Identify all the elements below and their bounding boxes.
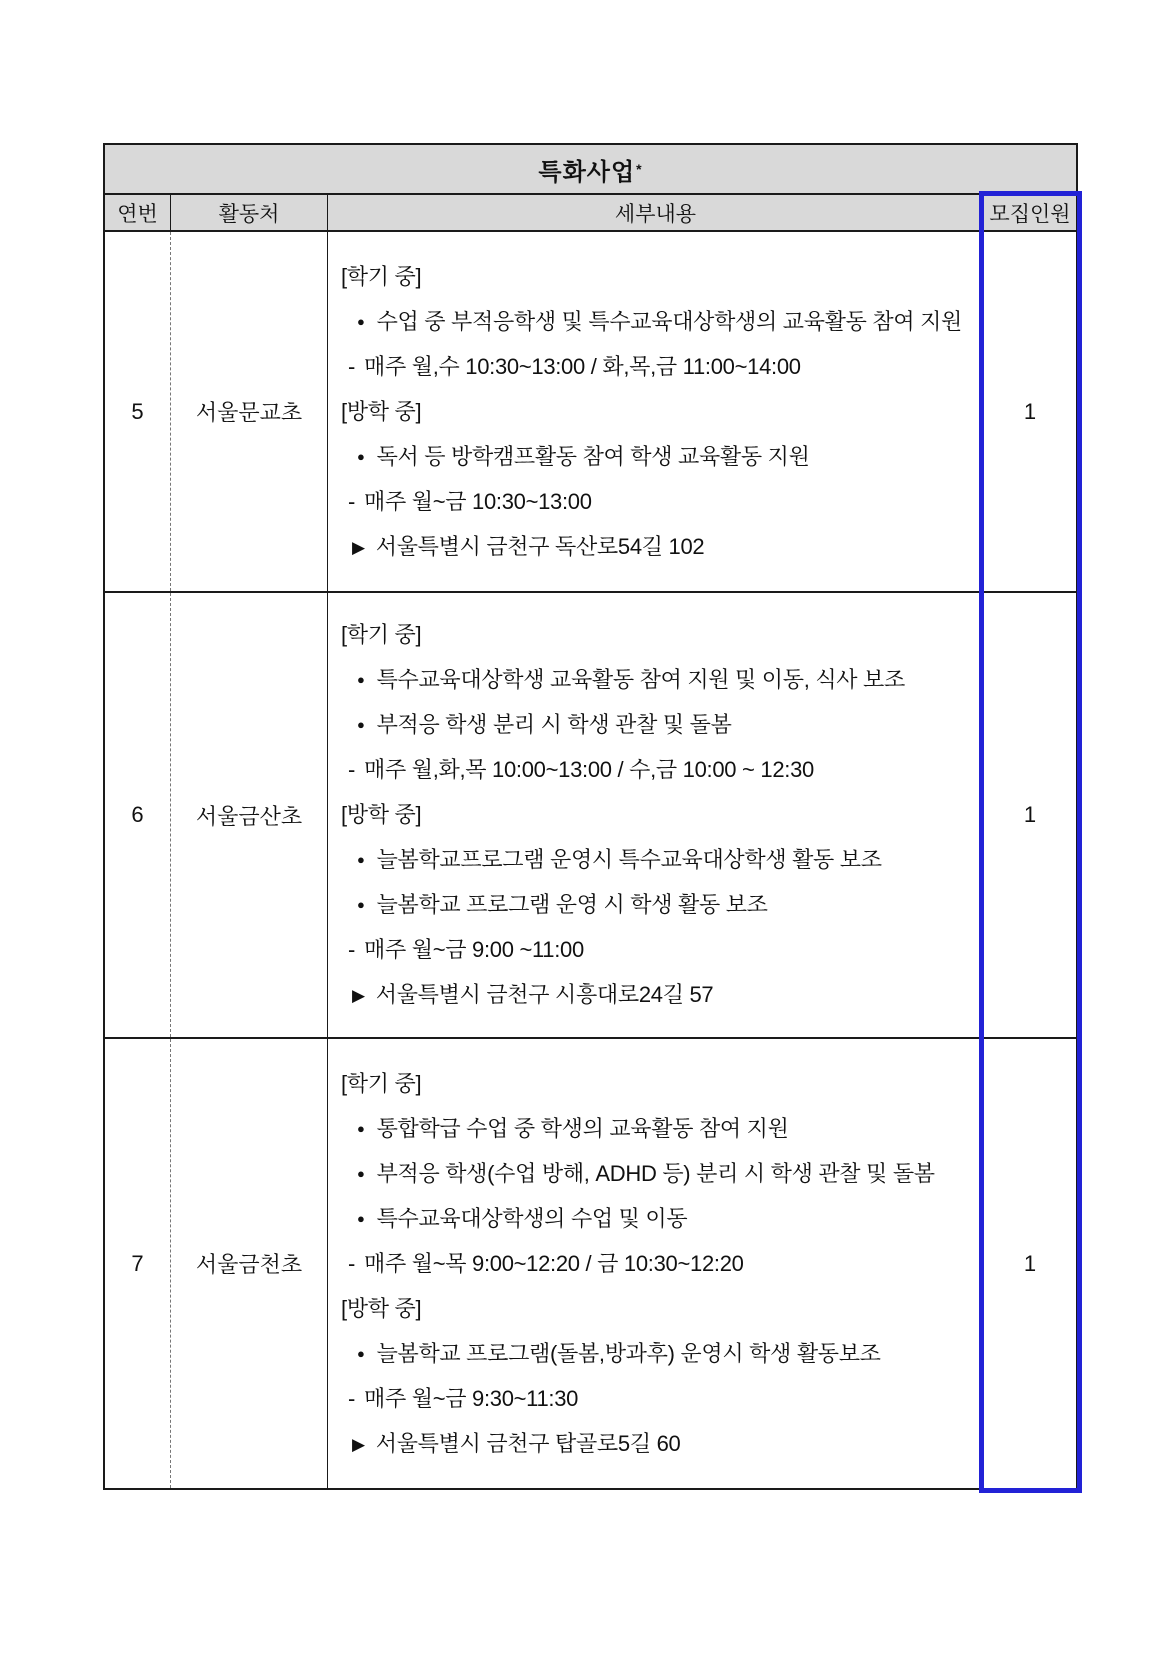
row-number: 6 [131, 802, 144, 827]
detail-line-section [341, 254, 979, 299]
detail-line-bullet [341, 702, 979, 747]
bullet-icon: ● [357, 313, 365, 329]
detail-line-dash [341, 479, 979, 524]
detail-line-dash [341, 927, 979, 972]
detail-text: 특수교육대상학생의 수업 및 이동 [376, 1205, 688, 1231]
detail-line-bullet [341, 434, 979, 479]
activity-place: 서울금천초 [170, 1039, 327, 1488]
title-asterisk: * [636, 161, 643, 177]
bullet-icon: ● [357, 717, 365, 732]
detail-line-bullet [341, 1196, 979, 1241]
dash-marker: - [348, 757, 356, 782]
detail-text: 늘봄학교프로그램 운영시 특수교육대상학생 활동 보조 [376, 847, 882, 872]
arrow-icon: ▶ [352, 1434, 365, 1454]
detail-text: 매주 월,화,목 10:00~13:00 / 수,금 10:00 ~ 12:30 [364, 757, 814, 782]
detail-text: [방학 중] [341, 802, 422, 827]
dash-marker: - [348, 488, 356, 514]
detail-text: 매주 월~금 9:30~11:30 [364, 1385, 579, 1411]
table-title-text: 특화사업 [538, 158, 636, 186]
header-no: 연번 [117, 202, 158, 226]
detail-text: 부적응 학생(수업 방해, ADHD 등) 분리 시 학생 관찰 및 돌봄 [376, 1160, 935, 1186]
table-row [105, 232, 1076, 593]
detail-text: 특수교육대상학생 교육활동 참여 지원 및 이동, 식사 보조 [376, 667, 905, 692]
detail-line-bullet [341, 299, 979, 344]
detail-text: 매주 월~목 9:00~12:20 / 금 10:30~12:20 [364, 1250, 744, 1276]
table-title [105, 145, 1076, 195]
detail-text: [학기 중] [341, 263, 422, 289]
bullet-icon: ● [357, 897, 365, 912]
detail-text: 늘봄학교 프로그램(돌봄,방과후) 운영시 학생 활동보조 [376, 1340, 881, 1366]
details-cell [327, 232, 983, 591]
table-row [105, 1039, 1076, 1488]
detail-line-section [341, 792, 979, 837]
detail-line-section [341, 612, 979, 657]
detail-text: [방학 중] [341, 1295, 422, 1321]
bullet-icon: ● [357, 1210, 365, 1226]
detail-text: 수업 중 부적응학생 및 특수교육대상학생의 교육활동 참여 지원 [376, 308, 963, 334]
detail-text: 서울특별시 금천구 시흥대로24길 57 [375, 982, 714, 1007]
detail-line-section [341, 389, 979, 434]
header-count: 모집인원 [983, 195, 1076, 230]
details-cell [327, 593, 983, 1037]
detail-line-dash [341, 1241, 979, 1286]
detail-text: 통합학급 수업 중 학생의 교육활동 참여 지원 [376, 1115, 789, 1141]
dash-marker: - [348, 353, 356, 379]
bullet-icon: ● [357, 1120, 365, 1136]
special-program-table [103, 143, 1078, 1490]
header-place: 활동처 [170, 195, 327, 230]
bullet-icon: ● [357, 1165, 365, 1181]
row-number: 7 [131, 1250, 144, 1276]
table-header-row [105, 195, 1076, 232]
detail-line-section [341, 1286, 979, 1331]
activity-place: 서울금산초 [170, 593, 327, 1037]
detail-line-address [341, 972, 979, 1018]
recruit-count: 1 [983, 593, 1076, 1037]
details-cell [327, 1039, 983, 1488]
table-body [105, 232, 1076, 1488]
detail-line-address [341, 524, 979, 570]
dash-marker: - [348, 937, 356, 962]
detail-text: 서울특별시 금천구 독산로54길 102 [375, 533, 705, 559]
bullet-icon: ● [357, 672, 365, 687]
detail-line-dash [341, 1376, 979, 1421]
arrow-icon: ▶ [352, 986, 365, 1005]
detail-line-bullet [341, 1331, 979, 1376]
row-number: 5 [131, 398, 144, 424]
detail-line-bullet [341, 882, 979, 927]
detail-text: 매주 월,수 10:30~13:00 / 화,목,금 11:00~14:00 [364, 353, 801, 379]
recruit-count: 1 [983, 232, 1076, 591]
detail-text: 매주 월~금 10:30~13:00 [364, 488, 592, 514]
detail-line-address [341, 1421, 979, 1467]
table-row [105, 593, 1076, 1039]
detail-line-dash [341, 747, 979, 792]
detail-line-section [341, 1061, 979, 1106]
dash-marker: - [348, 1385, 356, 1411]
detail-line-dash [341, 344, 979, 389]
detail-text: [학기 중] [341, 1070, 422, 1096]
detail-text: 독서 등 방학캠프활동 참여 학생 교육활동 지원 [376, 443, 810, 469]
detail-line-bullet [341, 657, 979, 702]
bullet-icon: ● [357, 1345, 365, 1361]
bullet-icon: ● [357, 448, 365, 464]
header-details: 세부내용 [327, 195, 983, 230]
dash-marker: - [348, 1250, 356, 1276]
detail-text: 서울특별시 금천구 탑골로5길 60 [375, 1430, 681, 1456]
bullet-icon: ● [357, 852, 365, 867]
detail-text: 매주 월~금 9:00 ~11:00 [364, 937, 584, 962]
arrow-icon: ▶ [352, 537, 365, 557]
recruit-count: 1 [983, 1039, 1076, 1488]
detail-text: 늘봄학교 프로그램 운영 시 학생 활동 보조 [376, 892, 768, 917]
detail-line-bullet [341, 837, 979, 882]
detail-line-bullet [341, 1151, 979, 1196]
detail-text: 부적응 학생 분리 시 학생 관찰 및 돌봄 [376, 712, 732, 737]
detail-text: [방학 중] [341, 398, 422, 424]
detail-text: [학기 중] [341, 622, 422, 647]
activity-place: 서울문교초 [170, 232, 327, 591]
detail-line-bullet [341, 1106, 979, 1151]
